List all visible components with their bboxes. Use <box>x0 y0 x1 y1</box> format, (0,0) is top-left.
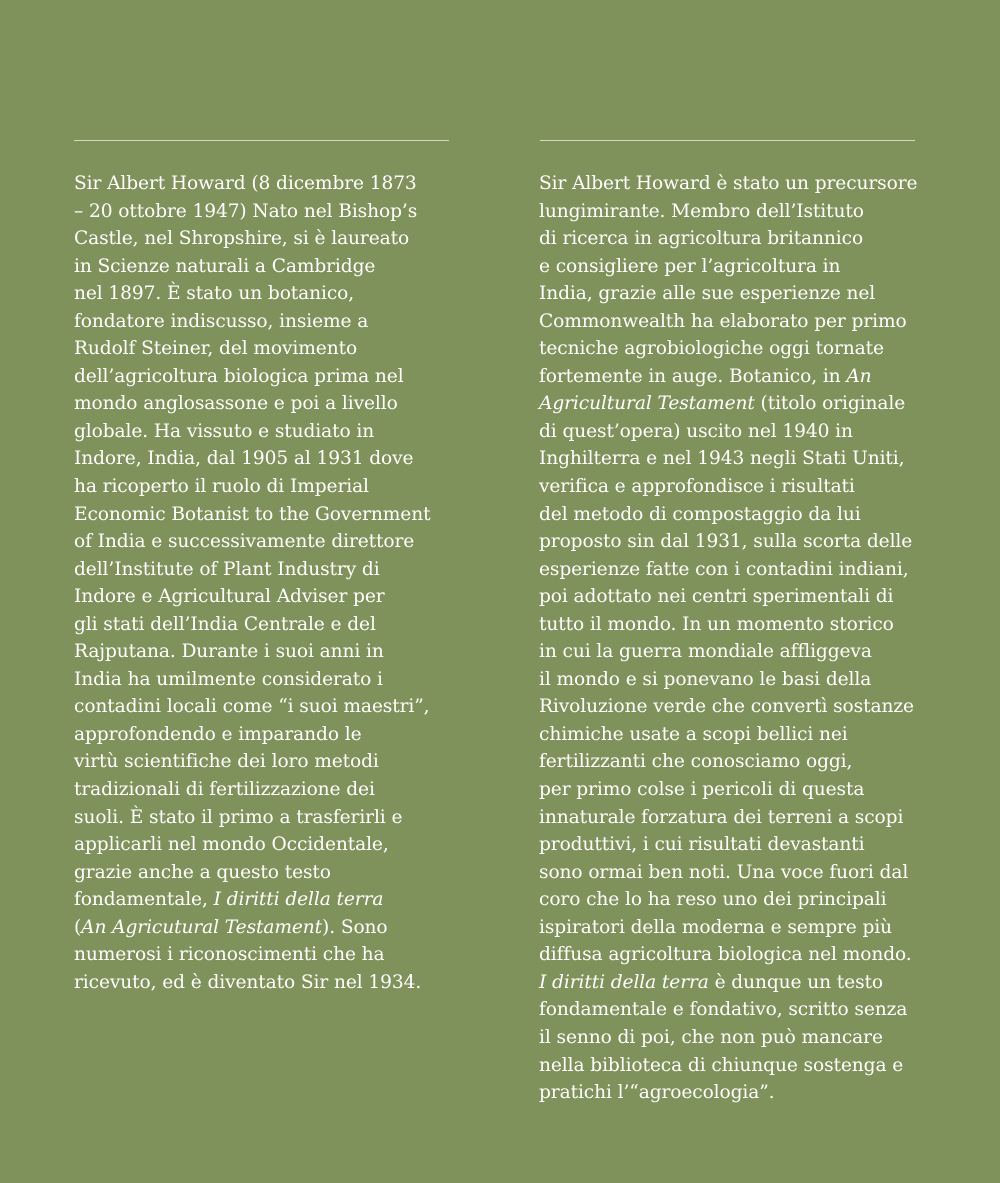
text-segment: Sir Albert Howard (8 dicembre 1873 <box>74 173 417 194</box>
text-line <box>539 418 929 446</box>
italic-title: An <box>846 365 872 387</box>
text-line <box>74 666 464 694</box>
text-line <box>74 170 464 198</box>
text-segment: contadini locali come “i suoi maestri”, <box>74 696 430 718</box>
text-segment: in cui la guerra mondiale affliggeva <box>539 641 872 663</box>
text-segment: fortemente in auge. Botanico, in <box>539 365 847 387</box>
left-divider-rule <box>74 140 449 141</box>
text-line <box>539 859 929 887</box>
text-line <box>74 831 464 859</box>
text-segment: Economic Botanist to the Government <box>74 503 431 525</box>
text-segment: proposto sin dal 1931, sulla scorta delle <box>539 531 913 553</box>
text-line <box>74 445 464 473</box>
text-line <box>74 776 464 804</box>
text-segment: poi adottato nei centri sperimentali di <box>539 586 894 608</box>
left-text-column <box>74 170 464 996</box>
text-line <box>74 611 464 639</box>
text-line <box>539 390 929 418</box>
text-line <box>74 748 464 776</box>
text-line <box>74 886 464 914</box>
text-line <box>539 473 929 501</box>
text-segment: suoli. È stato il primo a trasferirli e <box>74 806 403 828</box>
italic-title: An Agricutural Testament <box>81 916 323 938</box>
text-line <box>539 941 929 969</box>
right-divider-rule <box>540 140 915 141</box>
text-line <box>74 721 464 749</box>
text-line <box>539 776 929 804</box>
text-line <box>539 666 929 694</box>
text-segment: Rajputana. Durante i suoi anni in <box>74 641 384 663</box>
text-line <box>74 859 464 887</box>
text-line <box>539 831 929 859</box>
text-segment: ha ricoperto il ruolo di Imperial <box>74 476 369 498</box>
text-segment: coro che lo ha reso uno dei principali <box>539 889 887 911</box>
text-line <box>74 280 464 308</box>
text-line <box>539 1079 929 1107</box>
text-segment: ). Sono <box>322 916 388 938</box>
text-line <box>74 556 464 584</box>
text-line <box>539 556 929 584</box>
text-segment: Castle, nel Shropshire, si è laureato <box>74 228 410 250</box>
text-line <box>539 363 929 391</box>
text-line <box>539 693 929 721</box>
italic-title: I diritti della terra <box>539 971 709 993</box>
text-line <box>539 914 929 942</box>
text-line <box>539 528 929 556</box>
text-line <box>539 198 929 226</box>
text-segment: gli stati dell’India Centrale e del <box>74 613 376 635</box>
text-segment: ispiratori della moderna e sempre più <box>539 916 893 938</box>
text-line <box>539 583 929 611</box>
text-segment: produttivi, i cui risultati devastanti <box>539 834 865 856</box>
text-segment: fondamentale, <box>74 889 214 911</box>
text-segment: Commonwealth ha elaborato per primo <box>539 310 907 332</box>
text-segment: fondamentale e fondativo, scritto senza <box>539 999 908 1021</box>
text-line <box>539 886 929 914</box>
text-segment: India ha umilmente considerato i <box>74 668 383 690</box>
text-line <box>74 198 464 226</box>
text-line <box>539 335 929 363</box>
text-line <box>539 638 929 666</box>
text-segment: per primo colse i pericoli di questa <box>539 779 865 801</box>
text-segment: tecniche agrobiologiche oggi tornate <box>539 338 884 360</box>
text-segment: Rivoluzione verde che convertì sostanze <box>539 696 914 718</box>
text-segment: di ricerca in agricoltura britannico <box>539 228 864 250</box>
text-segment: fondatore indiscusso, insieme a <box>74 310 369 332</box>
text-line <box>539 611 929 639</box>
text-line <box>74 501 464 529</box>
text-segment: Inghilterra e nel 1943 negli Stati Uniti, <box>539 448 905 470</box>
text-segment: Rudolf Steiner, del movimento <box>74 338 358 360</box>
text-segment: mondo anglosassone e poi a livello <box>74 393 398 415</box>
text-line <box>539 804 929 832</box>
text-segment: ricevuto, ed è diventato Sir nel 1934. <box>74 971 422 993</box>
text-segment: grazie anche a questo testo <box>74 861 331 883</box>
text-line <box>74 941 464 969</box>
text-line <box>539 969 929 997</box>
text-segment: in Scienze naturali a Cambridge <box>74 255 376 277</box>
text-segment: diffusa agricoltura biologica nel mondo. <box>539 944 912 966</box>
text-line <box>539 1052 929 1080</box>
text-segment: pratichi l’“agroecologia”. <box>539 1082 775 1104</box>
text-segment: e consigliere per l’agricoltura in <box>539 255 841 277</box>
text-segment: globale. Ha vissuto e studiato in <box>74 420 375 442</box>
text-segment: tutto il mondo. In un momento storico <box>539 613 894 635</box>
text-segment: India, grazie alle sue esperienze nel <box>539 283 876 305</box>
italic-title: I diritti della terra <box>213 889 384 911</box>
text-line <box>539 445 929 473</box>
text-segment: Indore e Agricultural Adviser per <box>74 586 385 608</box>
text-segment: dell’Institute of Plant Industry di <box>74 558 380 580</box>
text-segment: of India e successivamente direttore <box>74 531 415 553</box>
text-line <box>539 996 929 1024</box>
text-line <box>74 225 464 253</box>
text-line <box>74 693 464 721</box>
text-line <box>74 914 464 942</box>
text-segment: nella biblioteca di chiunque sostenga e <box>539 1054 904 1076</box>
text-line <box>539 501 929 529</box>
text-segment: applicarli nel mondo Occidentale, <box>74 834 389 856</box>
text-line <box>74 583 464 611</box>
text-line <box>74 804 464 832</box>
text-segment: Indore, India, dal 1905 al 1931 dove <box>74 448 414 470</box>
text-segment: chimiche usate a scopi bellici nei <box>539 723 848 745</box>
text-line <box>74 638 464 666</box>
text-line <box>74 473 464 501</box>
text-line <box>74 390 464 418</box>
text-line <box>74 308 464 336</box>
text-line <box>539 721 929 749</box>
text-line <box>539 308 929 336</box>
text-segment: esperienze fatte con i contadini indiani, <box>539 558 909 580</box>
text-segment: (titolo originale <box>754 393 906 415</box>
text-segment: Sir Albert Howard è stato un precursore <box>539 173 918 194</box>
text-line <box>539 748 929 776</box>
italic-title: Agricultural Testament <box>539 393 755 415</box>
text-segment: ( <box>74 916 82 938</box>
text-segment: fertilizzanti che conosciamo oggi, <box>539 751 853 773</box>
text-segment: tradizionali di fertilizzazione dei <box>74 779 375 801</box>
text-line <box>74 363 464 391</box>
text-segment: verifica e approfondisce i risultati <box>539 476 855 498</box>
text-line <box>539 170 929 198</box>
text-segment: è dunque un testo <box>708 971 883 993</box>
text-line <box>74 528 464 556</box>
text-segment: virtù scientifiche dei loro metodi <box>74 751 379 773</box>
text-segment: approfondendo e imparando le <box>74 723 362 745</box>
text-segment: lungimirante. Membro dell’Istituto <box>539 200 864 222</box>
text-line <box>539 225 929 253</box>
right-text-column <box>539 170 929 1107</box>
text-line <box>74 253 464 281</box>
text-line <box>74 969 464 997</box>
text-line <box>539 1024 929 1052</box>
text-segment: innaturale forzatura dei terreni a scopi <box>539 806 904 828</box>
text-segment: il senno di poi, che non può mancare <box>539 1026 883 1048</box>
text-line <box>74 335 464 363</box>
text-segment: – 20 ottobre 1947) Nato nel Bishop’s <box>74 200 418 222</box>
text-line <box>539 253 929 281</box>
text-segment: di quest’opera) uscito nel 1940 in <box>539 420 853 442</box>
text-segment: numerosi i riconoscimenti che ha <box>74 944 385 966</box>
text-segment: sono ormai ben noti. Una voce fuori dal <box>539 861 909 883</box>
text-segment: del metodo di compostaggio da lui <box>539 503 861 525</box>
text-line <box>539 280 929 308</box>
text-segment: il mondo e si ponevano le basi della <box>539 668 872 690</box>
text-segment: nel 1897. È stato un botanico, <box>74 283 355 305</box>
text-line <box>74 418 464 446</box>
text-segment: dell’agricoltura biologica prima nel <box>74 365 404 387</box>
